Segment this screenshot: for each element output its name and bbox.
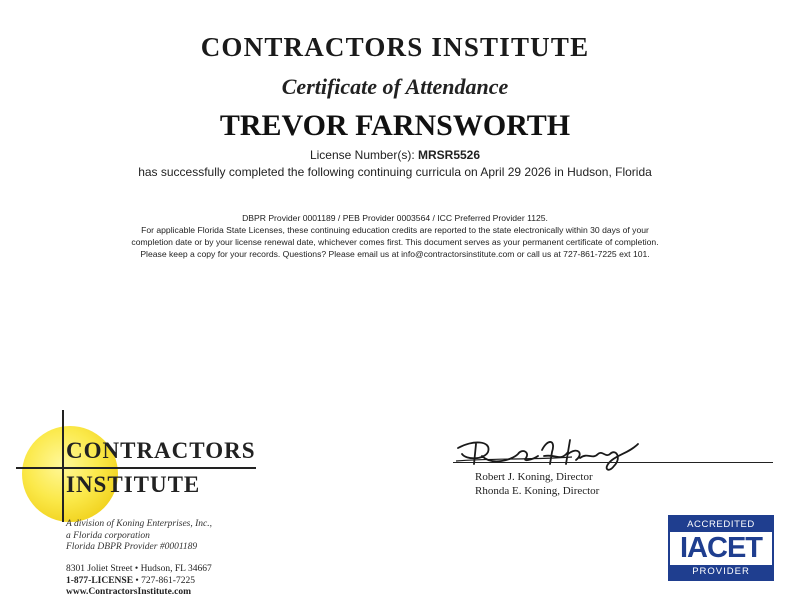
toll-free-phone: 1-877-LICENSE (66, 575, 134, 586)
fine-print (0, 212, 790, 260)
logo-vertical-rule (62, 410, 64, 522)
contact-address (66, 564, 212, 599)
signers-block (475, 470, 599, 498)
phone-line (66, 576, 212, 588)
badge-iacet-text: IACET (670, 532, 772, 565)
license-number: MRSR5526 (418, 148, 481, 162)
signer-rhonda: Rhonda E. Koning, Director (475, 485, 600, 497)
fine-print-line: completion date or by your license renewal date, whichever comes first. This document serves as your permanent certificate of completion. (131, 237, 659, 247)
license-line (0, 148, 790, 162)
division-line: a Florida corporation (66, 530, 150, 541)
license-label: License Number(s): (309, 148, 415, 162)
local-phone: • 727-861-7225 (133, 575, 195, 586)
fine-print-line: For applicable Florida State Licenses, these continuing education credits are reported to the state electronically within 30 days of your (141, 225, 649, 235)
badge-accredited-text: ACCREDITED (687, 519, 755, 530)
signer-robert: Robert J. Koning, Director (475, 471, 593, 483)
iacet-accredited-badge (668, 515, 774, 581)
completion-statement: has successfully completed the following continuing curricula on April 29 2026 in Hudson, Florida (138, 165, 652, 179)
recipient-name: TREVOR FARNSWORTH (219, 109, 571, 142)
logo-word-institute: INSTITUTE (66, 472, 201, 497)
logo-horizontal-rule (16, 467, 256, 469)
division-line: A division of Koning Enterprises, Inc., (66, 519, 213, 529)
fine-print-line: DBPR Provider 0001189 / PEB Provider 0003564 / ICC Preferred Provider 1125. (242, 213, 548, 223)
website: www.ContractorsInstitute.com (66, 587, 192, 597)
division-line: Florida DBPR Provider #0001189 (66, 542, 198, 552)
logo-word-contractors: CONTRACTORS (66, 438, 256, 463)
badge-provider-text: PROVIDER (692, 566, 750, 577)
certificate-subtitle: Certificate of Attendance (281, 74, 509, 99)
street-address: 8301 Joliet Street • Hudson, FL 34667 (66, 564, 212, 574)
division-info (66, 519, 212, 554)
certificate-org-title: CONTRACTORS INSTITUTE (200, 32, 590, 62)
signature-line (453, 462, 773, 463)
fine-print-line: Please keep a copy for your records. Questions? Please email us at info@contractorsinstitute.com or call us at 727-861-7225 ext 101. (140, 249, 650, 259)
